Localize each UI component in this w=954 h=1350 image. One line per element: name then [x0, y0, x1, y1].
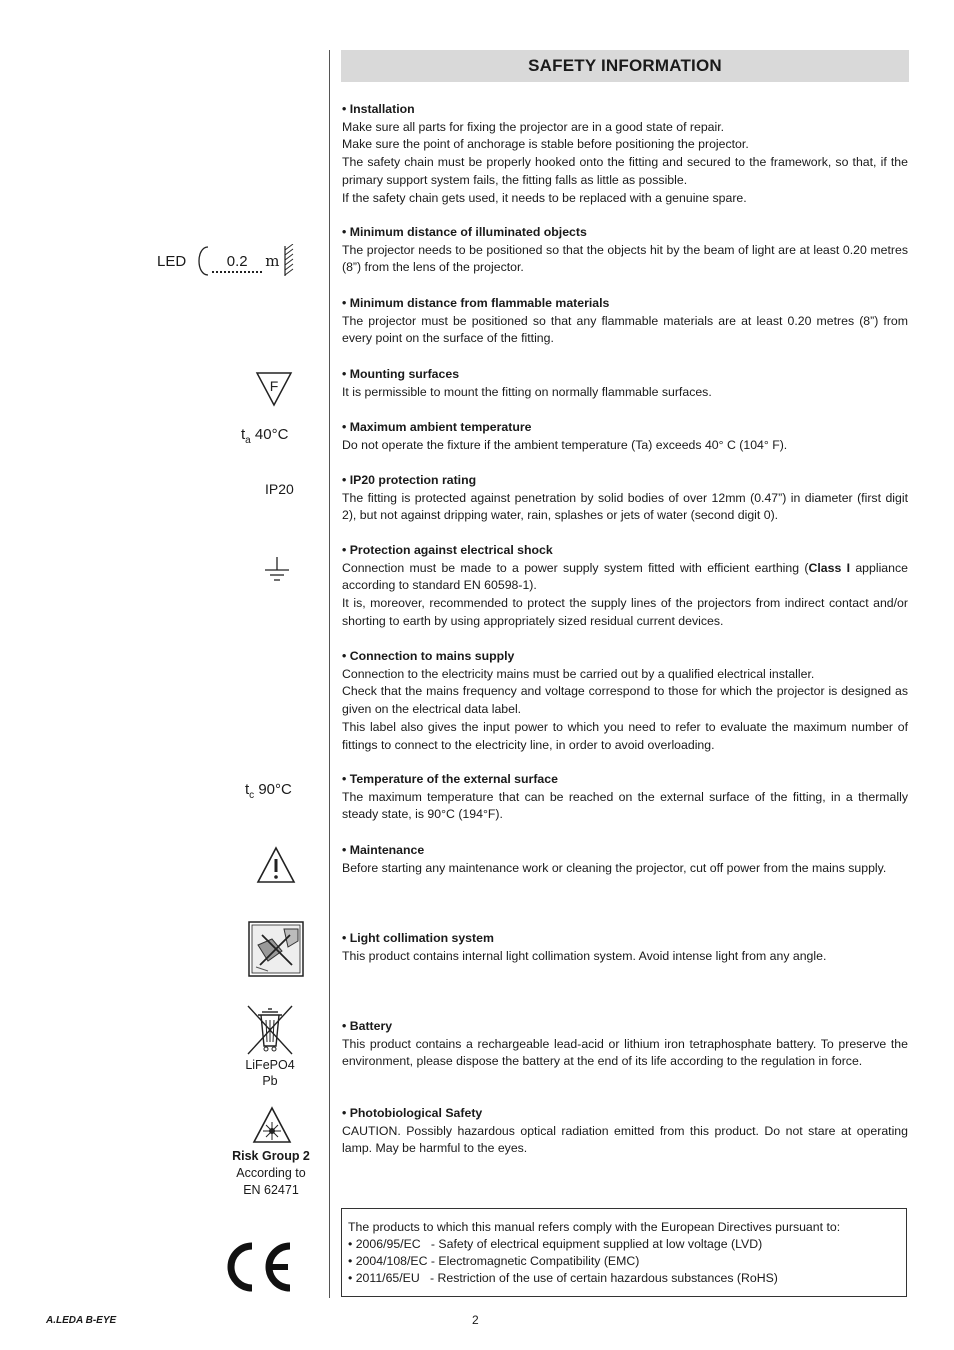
paragraph: CAUTION. Possibly hazardous optical radiation emitted from this product. Do not stare at operating lamp. May be harmful to the eyes. — [342, 1123, 908, 1156]
section-electrical-shock — [342, 542, 908, 631]
led-label: LED — [157, 252, 187, 270]
led-distance-value: 0.2 — [226, 252, 248, 270]
led-unit: m — [265, 252, 280, 270]
section-heading: • Minimum distance from flammable materials — [342, 296, 610, 310]
footer-brand: A.LEDA B-EYE — [46, 1315, 117, 1326]
crossed-bin-icon — [244, 1004, 296, 1056]
paragraph: The maximum temperature that can be reached on the external surface of the fitting, in a thermally steady state, is 90°C (194°F). — [342, 789, 908, 822]
paragraph: The projector needs to be positioned so that the objects hit by the beam of light are at least 0.20 metres (8”) from the lens of the projector. — [342, 242, 908, 275]
compliance-box — [341, 1208, 907, 1297]
section-heading: • Photobiological Safety — [342, 1106, 483, 1120]
section-heading: • Maintenance — [342, 843, 425, 857]
ta-prefix: t — [241, 426, 246, 443]
section-heading: • Minimum distance of illuminated objects — [342, 225, 587, 239]
paragraph-text: Connection must be made to a power supply system fitted with efficient earthing ( — [342, 560, 809, 575]
section-heading: • Connection to mains supply — [342, 649, 515, 663]
warning-symbol — [256, 846, 296, 884]
section-heading: • Light collimation system — [342, 931, 494, 945]
paragraph: It is, moreover, recommended to protect the supply lines of the projectors from indirect contact and/or shorting to earth by using appropriately sized residual current devices. — [342, 596, 908, 628]
section-heading: • Protection against electrical shock — [342, 543, 553, 557]
ta-value: 40°C — [250, 426, 289, 443]
section-ip20 — [342, 472, 908, 525]
section-max-ambient-temperature — [342, 419, 908, 454]
tc-value: 90°C — [254, 781, 292, 798]
section-heading: • Battery — [342, 1019, 393, 1033]
section-min-distance-illuminated — [342, 224, 908, 277]
page-title: SAFETY INFORMATION — [341, 50, 909, 82]
paragraph: If the safety chain gets used, it needs to be replaced with a genuine spare. — [342, 190, 747, 205]
risk-standard: EN 62471 — [243, 1183, 299, 1197]
surface-temperature-symbol — [245, 781, 292, 801]
section-external-surface-temperature — [342, 771, 908, 824]
earth-ground-symbol — [264, 557, 290, 585]
hatched-surface-icon — [282, 244, 296, 278]
paragraph: Before starting any maintenance work or cleaning the projector, cut off power from the mains supply. — [342, 860, 887, 875]
section-heading: • Temperature of the external surface — [342, 772, 558, 786]
paragraph: Do not operate the fixture if the ambient temperature (Ta) exceeds 40° C (104° F). — [342, 437, 788, 452]
battery-disposal-symbol — [244, 1004, 296, 1056]
light-collimation-symbol — [248, 921, 304, 977]
flammable-surface-symbol — [255, 370, 293, 408]
no-direct-viewing-icon — [248, 921, 304, 977]
warning-triangle-icon — [256, 846, 296, 884]
led-distance-value-wrap — [212, 253, 262, 270]
paragraph: This product contains a rechargeable lead-acid or lithium iron tetraphosphate battery. To preserve the environment, please dispose the battery at the end of its life according to the regulation in force. — [342, 1036, 908, 1069]
ip-rating-label: IP20 — [265, 481, 294, 497]
paragraph: Make sure all parts for fixing the projector are in a good state of repair. — [342, 119, 725, 134]
paragraph: Connection to the electricity mains must be carried out by a qualified electrical installer. — [342, 666, 815, 681]
tc-prefix: t — [245, 781, 250, 798]
section-light-collimation — [342, 930, 908, 965]
paragraph: This product contains internal light collimation system. Avoid intense light from any angle. — [342, 948, 827, 963]
photobiological-symbol — [252, 1106, 292, 1144]
ground-icon — [264, 557, 290, 585]
paragraph: Make sure the point of anchorage is stable before positioning the projector. — [342, 137, 749, 152]
paragraph-text: appliance according to standard EN 60598-1). — [342, 560, 908, 593]
battery-type-line1: LiFePO4 — [245, 1058, 295, 1072]
ta-subscript: a — [245, 435, 251, 446]
section-maintenance — [342, 842, 908, 877]
section-heading: • Installation — [342, 102, 415, 116]
section-photobiological-safety — [342, 1105, 908, 1158]
section-battery — [342, 1018, 908, 1071]
section-heading: • Mounting surfaces — [342, 367, 460, 381]
paragraph: The fitting is protected against penetration by solid bodies of over 12mm (0.47”) in diameter (first digit 2), but not against dripping water, rain, splashes or jets of water (second digit 0). — [342, 490, 908, 523]
tc-subscript: c — [249, 790, 255, 801]
page-number: 2 — [472, 1313, 479, 1327]
risk-group: Risk Group 2 — [232, 1149, 310, 1163]
compliance-intro: The products to which this manual refers comply with the European Directives pursuant to: — [348, 1220, 841, 1234]
section-min-distance-flammable — [342, 295, 908, 348]
lamp-icon — [192, 244, 212, 278]
battery-type-line2: Pb — [262, 1074, 278, 1088]
risk-according: According to — [236, 1166, 306, 1180]
compliance-item: • 2011/65/EU - Restriction of the use of certain hazardous substances (RoHS) — [348, 1271, 778, 1285]
section-mounting-surfaces — [342, 366, 908, 401]
compliance-item: • 2004/108/EC - Electromagnetic Compatibility (EMC) — [348, 1254, 640, 1268]
paragraph: The projector must be positioned so that any flammable materials are at least 0.20 metres (8”) from every point on the surface of the fitting. — [342, 313, 908, 346]
ce-mark — [222, 1240, 294, 1294]
class-label: Class I — [808, 560, 851, 575]
section-heading: • IP20 protection rating — [342, 473, 477, 487]
section-mains-supply — [342, 648, 908, 754]
laser-warning-icon — [252, 1106, 292, 1144]
ce-mark-icon — [222, 1240, 294, 1294]
risk-group-label — [220, 1148, 322, 1199]
flammable-letter: F — [269, 378, 279, 394]
paragraph — [342, 560, 908, 595]
paragraph: It is permissible to mount the fitting on normally flammable surfaces. — [342, 384, 712, 399]
battery-type-label — [239, 1057, 301, 1089]
column-divider — [329, 50, 330, 1298]
compliance-item: • 2006/95/EC - Safety of electrical equipment supplied at low voltage (LVD) — [348, 1237, 763, 1251]
paragraph: This label also gives the input power to which you need to refer to evaluate the maximum number of fittings to connect to the electricity line, in order to avoid overloading. — [342, 719, 908, 752]
section-heading: • Maximum ambient temperature — [342, 420, 532, 434]
paragraph: Check that the mains frequency and voltage correspond to those for which the projector is designed as given on the electrical data label. — [342, 684, 908, 717]
led-distance-symbol — [157, 244, 296, 278]
ambient-temperature-symbol — [241, 426, 288, 446]
section-installation — [342, 101, 908, 207]
triangle-f-icon — [255, 370, 293, 408]
paragraph: The safety chain must be properly hooked onto the fitting and secured to the framework, so that, if the primary support system fails, the fitting falls as little as possible. — [342, 155, 908, 187]
